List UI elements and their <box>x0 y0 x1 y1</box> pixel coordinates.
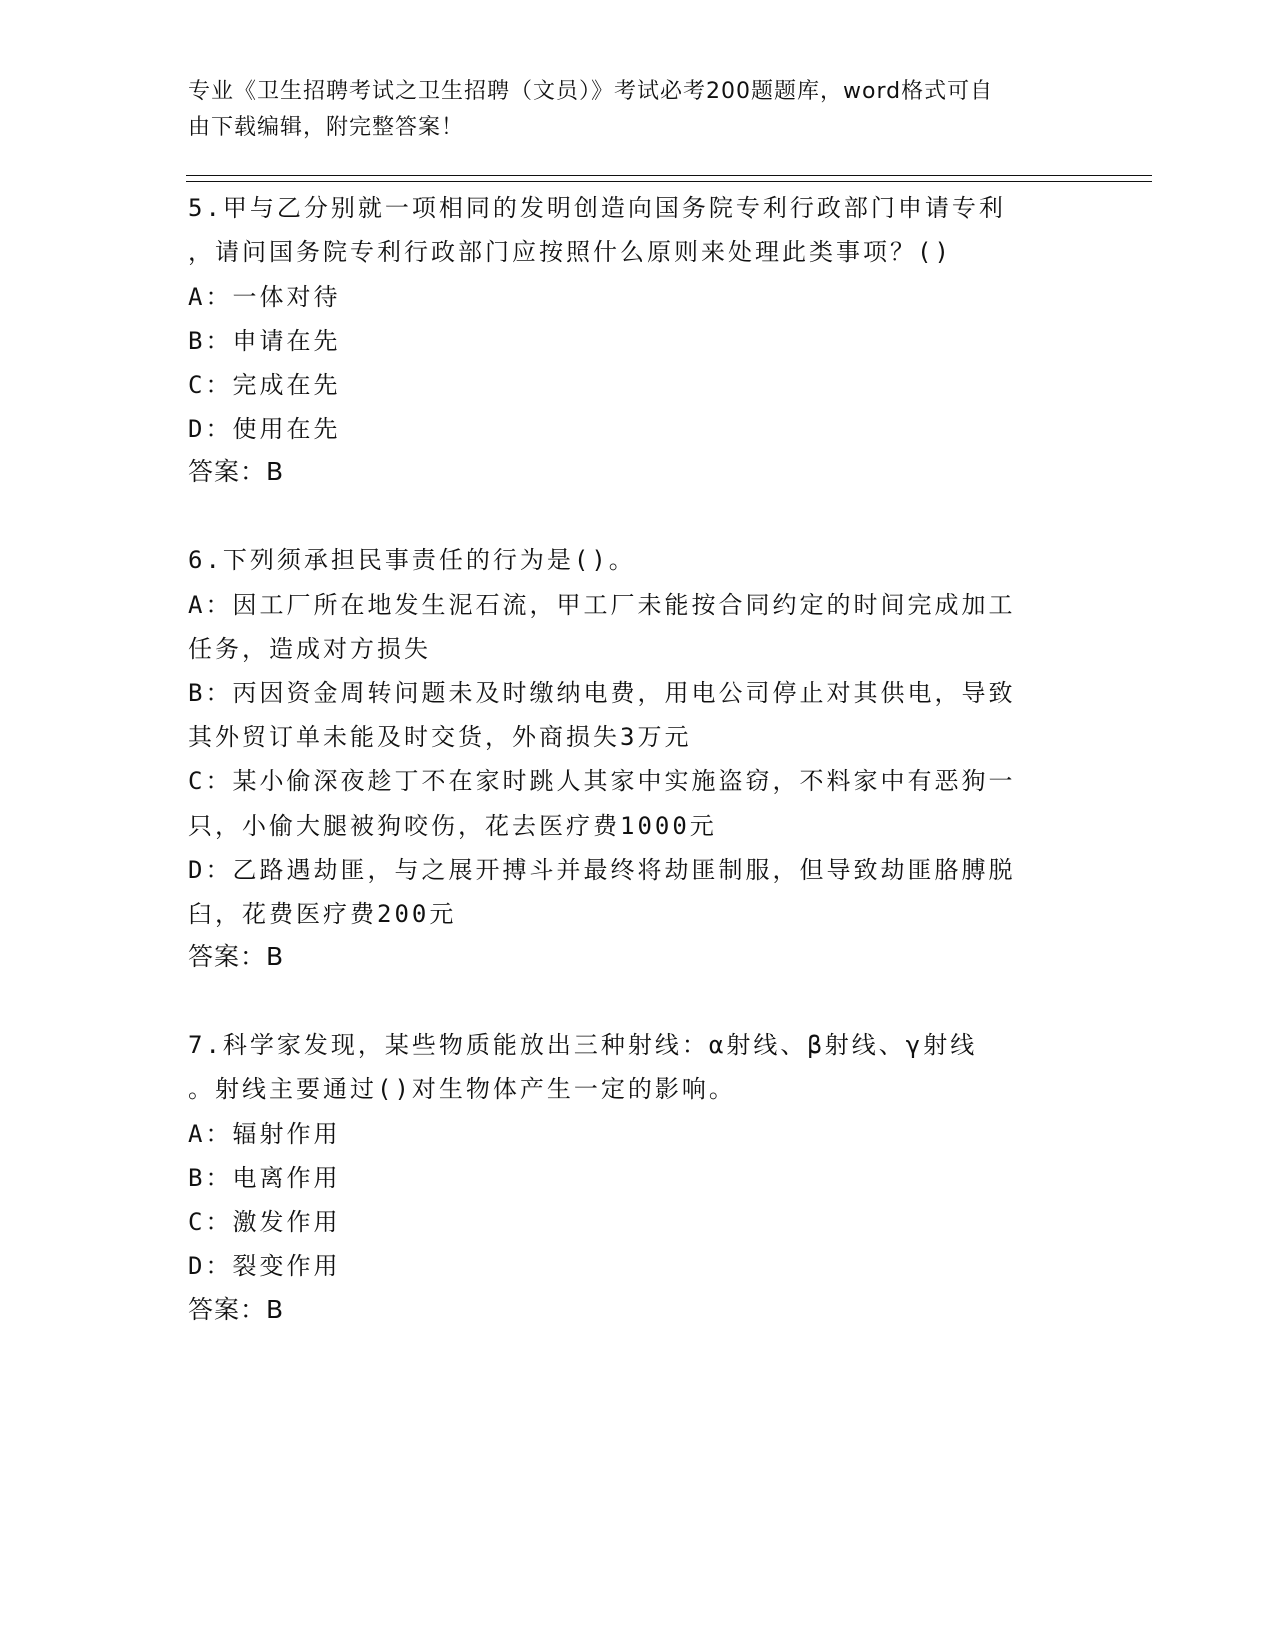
header-divider-bottom <box>186 181 1152 182</box>
question-6-option-c-line-2: 只，小偷大腿被狗咬伤，花去医疗费1000元 <box>188 812 717 840</box>
question-6-option-a-line-1: A：因工厂所在地发生泥石流，甲工厂未能按合同约定的时间完成加工 <box>188 591 1016 619</box>
header-line-2: 由下载编辑，附完整答案！ <box>188 115 465 140</box>
header-line-1: 专业《卫生招聘考试之卫生招聘（文员）》考试必考200题题库，word格式可自 <box>188 79 994 104</box>
question-6-stem: 6.下列须承担民事责任的行为是()。 <box>188 546 636 574</box>
question-7-stem-line-1: 7.科学家发现，某些物质能放出三种射线：α射线、β射线、γ射线 <box>188 1031 978 1059</box>
question-6-answer: 答案：B <box>188 942 285 971</box>
question-7-answer: 答案：B <box>188 1295 285 1324</box>
question-5-stem-line-1: 5.甲与乙分别就一项相同的发明创造向国务院专利行政部门申请专利 <box>188 194 1006 222</box>
question-7-option-b: B：电离作用 <box>188 1164 341 1192</box>
question-6-option-d-line-2: 臼，花费医疗费200元 <box>188 900 457 928</box>
question-6-option-a-line-2: 任务，造成对方损失 <box>188 635 431 663</box>
question-6-option-b-line-1: B：丙因资金周转问题未及时缴纳电费，用电公司停止对其供电，导致 <box>188 679 1016 707</box>
question-6-option-b-line-2: 其外贸订单未能及时交货，外商损失3万元 <box>188 723 692 751</box>
question-5-answer: 答案：B <box>188 457 285 486</box>
question-5-option-b: B：申请在先 <box>188 327 341 355</box>
question-7-option-a: A：辐射作用 <box>188 1120 341 1148</box>
question-7-stem-line-2: 。射线主要通过()对生物体产生一定的影响。 <box>188 1075 736 1103</box>
question-5-option-d: D：使用在先 <box>188 415 341 443</box>
question-5-option-c: C：完成在先 <box>188 371 341 399</box>
header-divider-top <box>186 175 1152 176</box>
question-6-option-d-line-1: D：乙路遇劫匪，与之展开搏斗并最终将劫匪制服，但导致劫匪胳膊脱 <box>188 856 1016 884</box>
question-7-option-d: D：裂变作用 <box>188 1252 341 1280</box>
document-header <box>188 74 1068 146</box>
question-6-option-c-line-1: C：某小偷深夜趁丁不在家时跳人其家中实施盗窃，不料家中有恶狗一 <box>188 767 1016 795</box>
question-5-stem-line-2: ，请问国务院专利行政部门应按照什么原则来处理此类事项？() <box>188 238 952 266</box>
question-7-option-c: C：激发作用 <box>188 1208 341 1236</box>
question-5-option-a: A：一体对待 <box>188 283 341 311</box>
